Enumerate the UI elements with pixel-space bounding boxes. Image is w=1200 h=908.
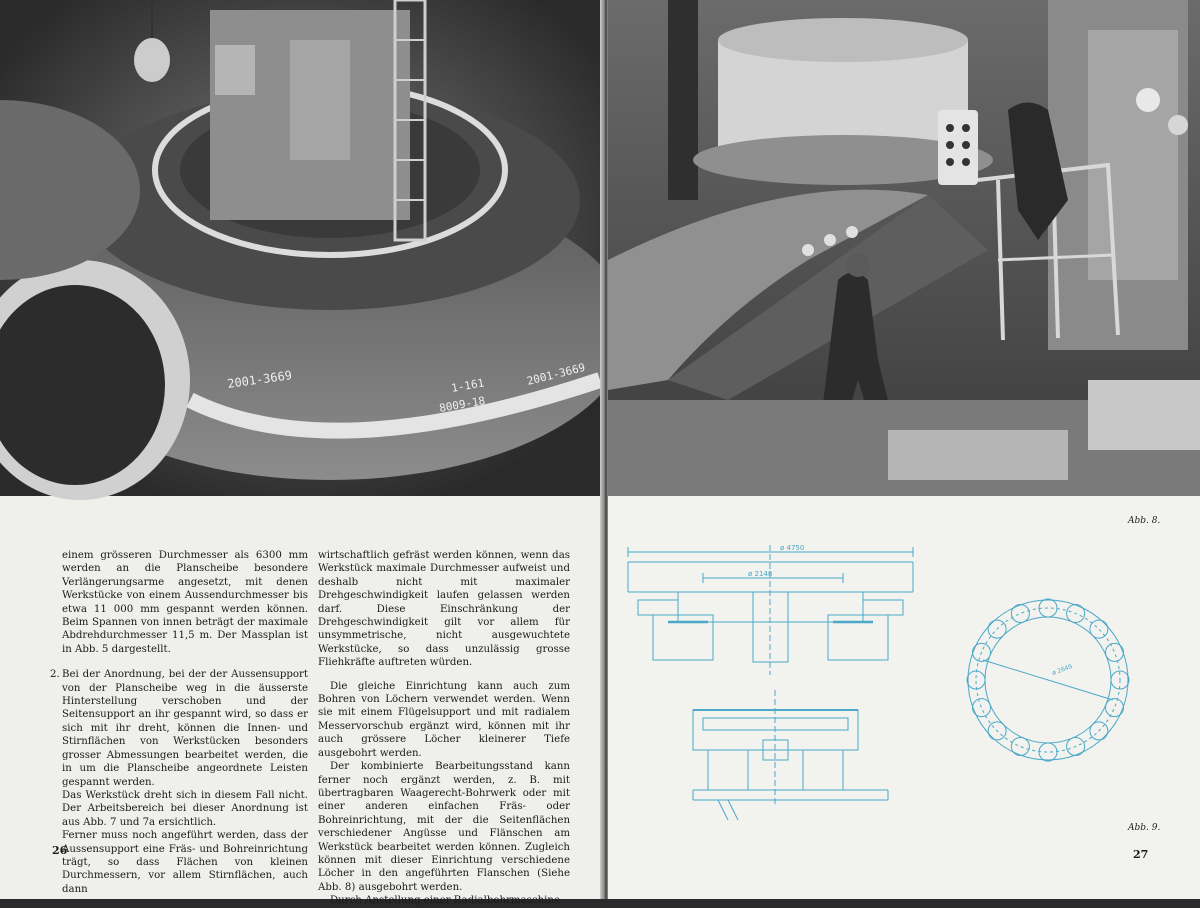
paragraph-intro: einem grösseren Durchmesser als 6300 mm werden an die Planscheibe besondere Verlängerungsarme angesetzt, mit denen Werkstücke von einem Aussendurchmesser bis etwa 11 000 mm gespannt werden können. Beim Spannen von innen beträgt der maximale Abdrehdurchmesser 11,5 m. Der Massplan ist in Abb. 5 dargestellt.	[62, 550, 308, 655]
paragraph-3: Der kombinierte Bearbeitungsstand kann ferner noch ergänzt werden, z. B. mit übertragbaren Waagerecht-Bohrwerk oder mit einer anderen einfachen Fräs- oder Bohreinrichtung, mit der die Seitenflächen verschiedener Angüsse und Flänschen am Werkstück bearbeitet werden können. Zugleich können mit dieser Einrichtung verschiedene Löcher in den angeführten Flanschen (Siehe Abb. 8) ausgebohrt werden.	[318, 761, 570, 893]
marking-2: 1-161	[450, 376, 486, 395]
caption-abb-8: Abb. 8.	[1128, 516, 1161, 526]
text-column-2	[318, 549, 570, 908]
bolt-hole	[1011, 738, 1029, 756]
bolt-hole	[1106, 643, 1124, 661]
bolt-hole	[1011, 605, 1029, 623]
marking-3: 8009-18	[438, 394, 487, 415]
paragraph-4: Durch Anstellung einer Radialbohrmaschine	[330, 895, 561, 907]
list-number: 2.	[50, 669, 60, 681]
list-item-2-p3: Ferner muss noch angeführt werden, dass der Aussensupport eine Fräs- und Bohreinrichtung trägt, so dass Flächen von kleinen Durchmessern, vor allem Stirnflächen, auch dann	[62, 830, 308, 895]
right-page	[608, 0, 1200, 899]
list-item-2-text: Bei der Anordnung, bei der der Aussensupport von der Planscheibe weg in die äusserste Hinterstellung verschoben und der Seitensupport an ihr gespannt wird, so dass er sich mit ihr dreht, können die Innen- und Stirnflächen von Werkstücken besonders grosser Abmessungen bearbeitet werden, die in um die Planscheibe angeordnete Leisten gespannt werden.	[62, 669, 308, 788]
caption-abb-9: Abb. 9.	[1128, 823, 1161, 833]
paragraph-2: Die gleiche Einrichtung kann auch zum Bohren von Löchern verwendet werden. Wenn sie mit einem Flügelsupport und mit radialem Messervorschub ergänzt wird, können mit ihr auch grössere Löcher kleinerer Tiefe ausgebohrt werden.	[318, 680, 570, 759]
machine-photo-right	[608, 0, 1200, 496]
paragraph-1: wirtschaftlich gefräst werden können, wenn das Werkstück maximale Durchmesser aufweist und deshalb nicht mit maximaler Drehgeschwindigkeit laufen gelassen werden darf. Diese Einschränkung der Drehgeschwindigkeit gilt vor allem für unsymmetrische, nicht ausgewuchtete Werkstücke, so dass unzulässig grosse Fliehkräfte auftreten würden.	[318, 550, 570, 669]
bolt-hole	[1090, 620, 1108, 638]
technical-drawing	[608, 500, 1200, 830]
detail-view	[693, 690, 888, 820]
list-item-2-p2: Das Werkstück dreht sich in diesem Fall nicht. Der Arbeitsbereich bei dieser Anordnung ist aus Abb. 7 und 7a ersichtlich.	[62, 789, 308, 828]
dimension-d1: ø 4750	[780, 544, 805, 552]
page-number-left: 26	[52, 844, 68, 857]
bolt-hole	[1106, 699, 1124, 717]
page-number-right: 27	[1133, 848, 1149, 861]
dimension-d3: ø 2649	[1051, 663, 1074, 677]
bolt-hole	[967, 671, 985, 689]
section-view	[628, 545, 913, 675]
bolt-hole	[1039, 743, 1057, 761]
machine-photo-left	[0, 0, 604, 496]
marking-4: 2001-3669	[525, 360, 587, 388]
bolt-hole	[973, 699, 991, 717]
marking-1: 2001-3669	[226, 368, 293, 391]
bolt-flange	[967, 599, 1129, 761]
dimension-d2: ø 2148	[748, 570, 773, 578]
